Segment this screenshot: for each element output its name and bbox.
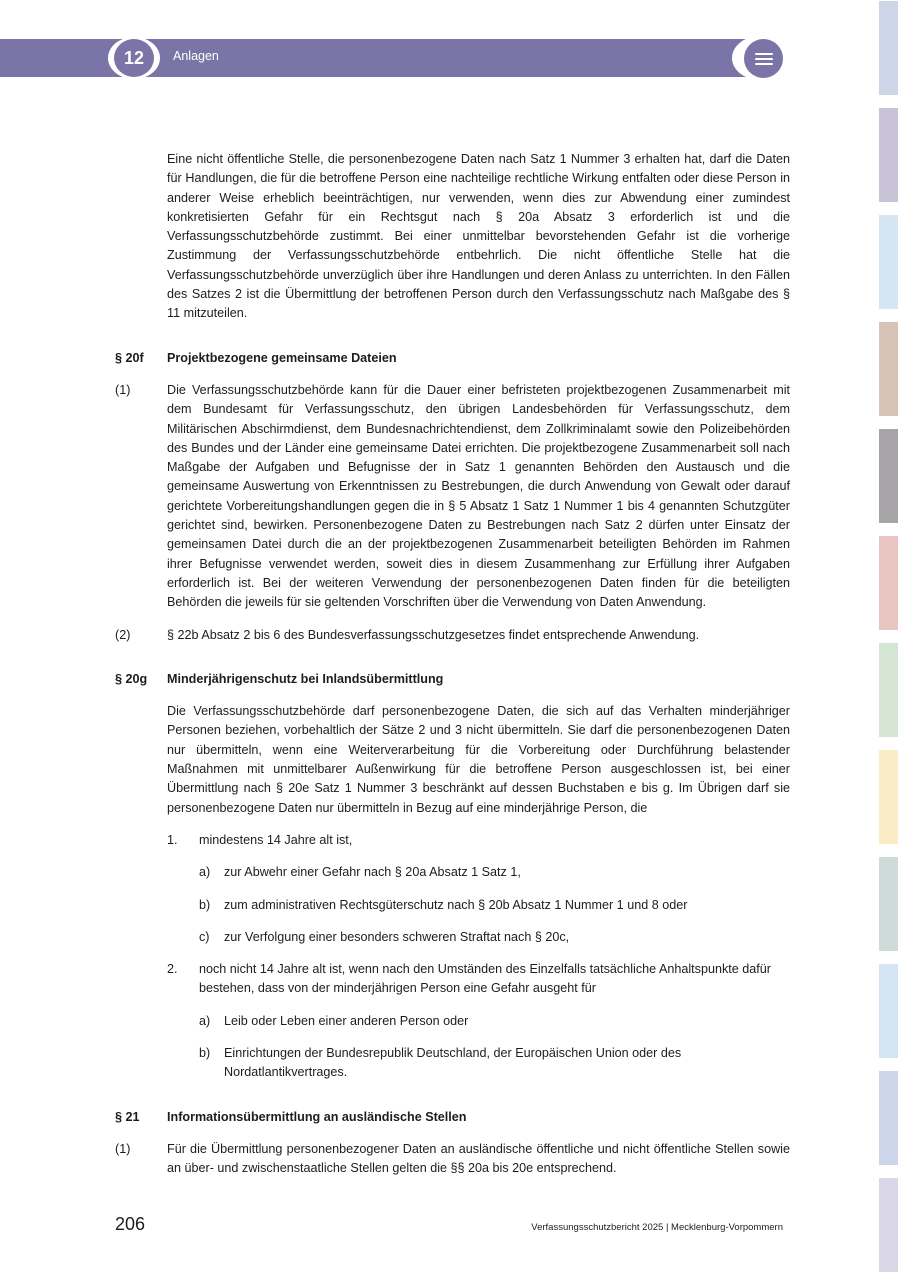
- list-text: mindestens 14 Jahre alt ist,: [199, 832, 353, 847]
- sub-list-text: zur Abwehr einer Gefahr nach § 20a Absatz 1 Satz 1,: [224, 865, 521, 880]
- hamburger-icon-line: [755, 58, 773, 60]
- main-content: [115, 150, 790, 1178]
- chapter-title: Anlagen: [173, 49, 219, 63]
- hamburger-icon-line: [755, 63, 773, 65]
- sub-list-item: [199, 896, 790, 915]
- footer-publication: Verfassungsschutzbericht 2025 | Mecklenburg-Vorpommern: [531, 1222, 783, 1233]
- sub-list-text: Einrichtungen der Bundesrepublik Deutschland, der Europäischen Union oder des Nordatlantikvertrages.: [224, 1045, 682, 1080]
- section-heading-21: [115, 1108, 790, 1127]
- chapter-tab-3[interactable]: [879, 215, 898, 309]
- paragraph-20f-1: [115, 381, 790, 613]
- sub-list-letter: b): [199, 897, 211, 912]
- paragraph-text: § 22b Absatz 2 bis 6 des Bundesverfassungsschutzgesetzes findet entsprechende Anwendung.: [167, 627, 700, 642]
- sub-list-letter: c): [199, 929, 210, 944]
- chapter-number-badge: 12: [114, 39, 154, 77]
- list-number: 1.: [167, 832, 178, 847]
- paragraph-number: (1): [115, 382, 131, 397]
- menu-button[interactable]: [744, 39, 783, 78]
- section-title: Projektbezogene gemeinsame Dateien: [167, 350, 397, 365]
- section-20g-intro: Die Verfassungsschutzbehörde darf personenbezogene Daten, die sich auf das Verhalten minderjähriger Personen beziehen, vorbehaltlich der Sätze 2 und 3 nicht übermitteln. Sie darf die personenbezogenen Daten nur übermitteln, wenn eine Weiterverarbeitung für die Vorbereitung oder Durchführung belastender Maßnahmen mit unmittelbarer Außenwirkung für die betroffene Person ausgeschlossen ist, bei einer Übermittlung nach § 20e Satz 1 Nummer 3 beschränkt auf dessen Buchstaben e bis g. Im Übrigen darf sie personenbezogene Daten nur übermitteln in Bezug auf eine minderjährige Person, die: [167, 704, 790, 815]
- section-number: § 20f: [115, 350, 144, 365]
- chapter-tab-8[interactable]: [879, 750, 898, 844]
- chapter-tab-2[interactable]: [879, 108, 898, 202]
- chapter-tab-1[interactable]: [879, 1, 898, 95]
- intro-paragraph: Eine nicht öffentliche Stelle, die personenbezogene Daten nach Satz 1 Nummer 3 erhalten hat, darf die Daten für Handlungen, die für die betroffene Person eine nachteilige rechtliche Wirkung entfalten oder diese Person in anderer Weise erheblich beeinträchtigen, nur verwenden, wenn dies zur Abwendung einer zumindest konkretisierten Gefahr für ein Rechtsgut nach § 20a Absatz 3 erforderlich ist und die Verfassungsschutzbehörde zustimmt. Bei einer unmittelbar bevorstehenden Gefahr ist die vorherige Zustimmung der Verfassungsschutzbehörde entbehrlich. Die nicht öffentliche Stelle hat die Verfassungsschutzbehörde unverzüglich über ihre Handlungen und deren Anlass zu unterrichten. In den Fällen des Satzes 2 ist die Übermittlung der betroffenen Person durch den Verfassungsschutz nach Maßgabe des § 11 mitzuteilen.: [167, 152, 790, 321]
- section-title: Minderjährigenschutz bei Inlandsübermittlung: [167, 671, 444, 686]
- chapter-tab-11[interactable]: [879, 1071, 898, 1165]
- section-heading-20f: [115, 349, 790, 368]
- paragraph-number: (1): [115, 1141, 131, 1156]
- sub-list-text: zum administrativen Rechtsgüterschutz nach § 20b Absatz 1 Nummer 1 und 8 oder: [224, 897, 688, 912]
- page-number: 206: [115, 1214, 146, 1234]
- sub-list-item: [199, 863, 790, 882]
- section-heading-20g: [115, 670, 790, 689]
- sub-list-item: [199, 928, 790, 947]
- hamburger-icon-line: [755, 53, 773, 55]
- chapter-tab-9[interactable]: [879, 857, 898, 951]
- section-number: § 20g: [115, 671, 148, 686]
- chapter-tab-12[interactable]: [879, 1178, 898, 1272]
- chapter-tab-10[interactable]: [879, 964, 898, 1058]
- paragraph-20f-2: [115, 626, 790, 645]
- list-text: noch nicht 14 Jahre alt ist, wenn nach den Umständen des Einzelfalls tatsächliche Anhaltspunkte dafür bestehen, dass von der minderjährigen Person eine Gefahr ausgeht für: [199, 962, 771, 996]
- sub-list-letter: b): [199, 1045, 211, 1060]
- list-number: 2.: [167, 962, 178, 977]
- section-number: § 21: [115, 1109, 140, 1124]
- sub-list-letter: a): [199, 1013, 211, 1028]
- list-item: [167, 831, 790, 850]
- sub-list-text: zur Verfolgung einer besonders schweren Straftat nach § 20c,: [224, 929, 570, 944]
- list-item: [167, 960, 790, 999]
- paragraph-text: Die Verfassungsschutzbehörde kann für die Dauer einer befristeten projektbezogenen Zusammenarbeit mit dem Bundesamt für Verfassungsschutz, den übrigen Landesbehörden für Verfassungsschutz, dem Militärischen Abschirmdienst, dem Bundesnachrichtendienst, dem Zollkriminalamt sowie den Polizeibehörden des Bundes und der Länder eine gemeinsame Datei errichten. Die projektbezogene Zusammenarbeit soll nach Maßgabe der Aufgaben und Befugnisse der in Satz 1 genannten Behörden den Austausch und die gemeinsame Auswertung von Erkenntnissen zu Bestrebungen, die durch Anwendung von Gewalt oder darauf gerichtete Vorbereitungshandlungen gegen die in § 5 Absatz 1 Satz 1 Nummer 1 bis 4 genannten Schutzgüter gerichtet sind, bewirken. Personenbezogene Daten zu Bestrebungen nach Satz 2 dürfen unter Einsatz der gemeinsamen Datei durch die an der projektbezogenen Zusammenarbeit beteiligten Behörden im Rahmen ihrer Befugnisse verwendet werden, soweit dies in diesem Zusammenhang zur Erfüllung ihrer Aufgaben erforderlich ist. Bei der weiteren Verwendung der personenbezogenen Daten finden für die beteiligten Behörden die jeweils für sie geltenden Vorschriften über die Verwendung von Daten Anwendung.: [167, 382, 790, 610]
- sub-list-text: Leib oder Leben einer anderen Person oder: [224, 1013, 469, 1028]
- chapter-tab-6[interactable]: [879, 536, 898, 630]
- sub-list-item: [199, 1012, 790, 1031]
- chapter-tab-7[interactable]: [879, 643, 898, 737]
- section-title: Informationsübermittlung an ausländische Stellen: [167, 1109, 467, 1124]
- paragraph-text: Für die Übermittlung personenbezogener Daten an ausländische öffentliche und nicht öffentliche Stellen sowie an über- und zwischenstaatliche Stellen gelten die §§ 20a bis 20e entsprechend.: [167, 1141, 790, 1176]
- chapter-tab-4[interactable]: [879, 322, 898, 416]
- sub-list-letter: a): [199, 865, 211, 880]
- sub-list-item: [199, 1044, 790, 1083]
- paragraph-21-1: [115, 1140, 790, 1179]
- chapter-tab-5[interactable]: [879, 429, 898, 523]
- paragraph-number: (2): [115, 627, 131, 642]
